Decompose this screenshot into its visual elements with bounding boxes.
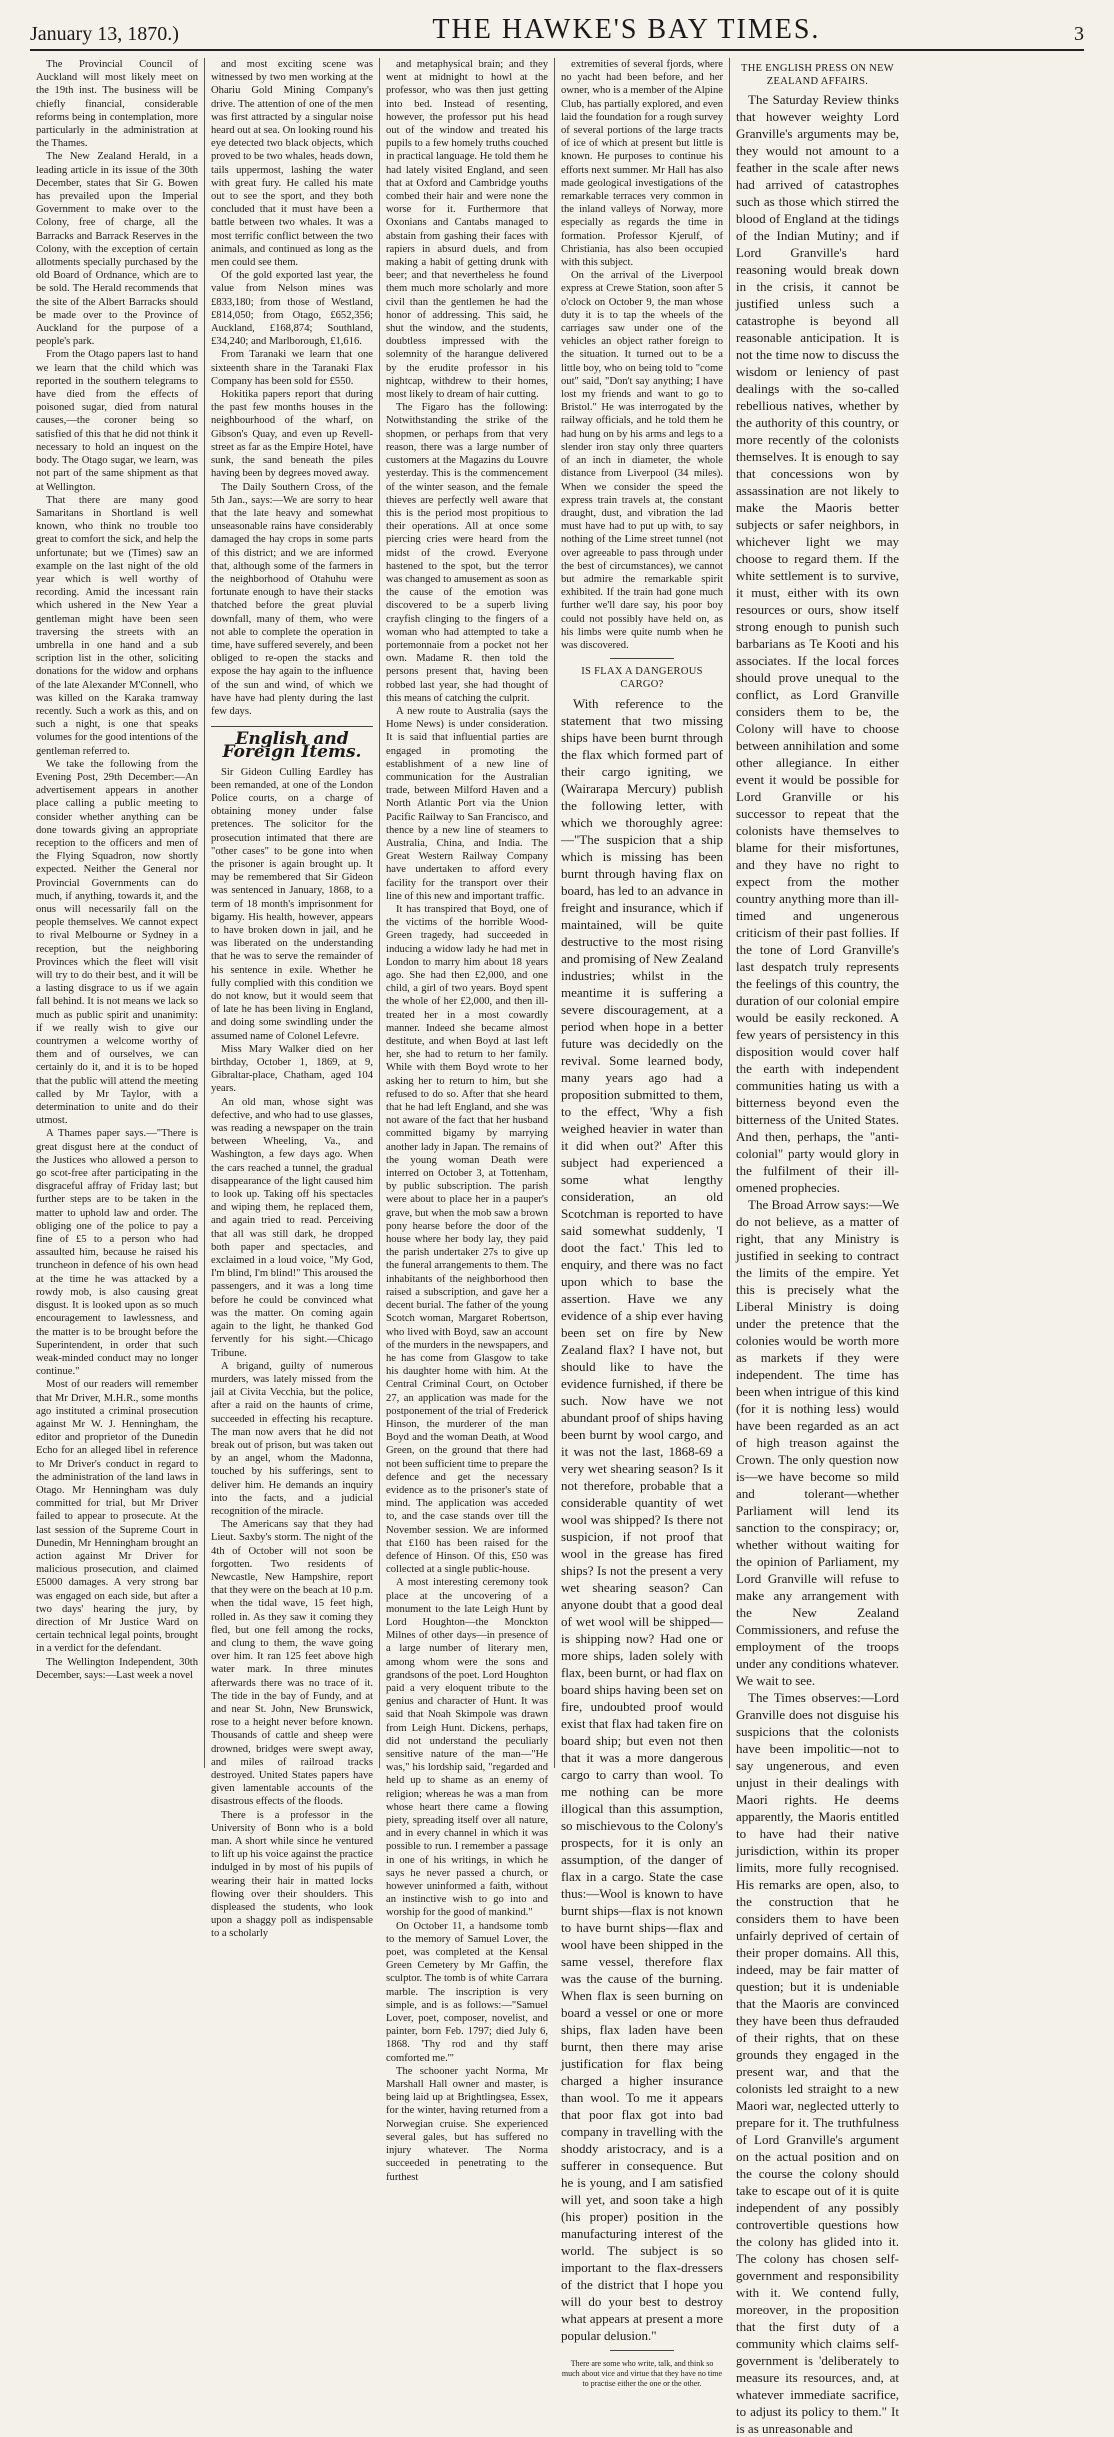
article-paragraph: The Broad Arrow says:—We do not believe, as a matter of right, that any Ministry is justified in seeking to contract the limits of the empire. Yet this is precisely what the Liberal Ministry is doing under the pretence that the colonies would be worth more as markets if they were independent. The time has been when intrigue of this kind (for it is nothing less) would have been regarded as an act of high treason against the Crown. The only question now is—we have become so mild and tolerant—whether Parliament will lend its sanction to the conspiracy; or, whether without waiting for the opinion of Parliament, my Lord Granville will refuse to make any arrangement with the New Zealand Commissioners, and refuse the employment of the troops under any conditions whatever. We wait to see. — [736, 1197, 899, 1689]
article-paragraph: We take the following from the Evening Post, 29th December:—An advertisement appears in another place calling a public meeting to consider whether anything can be done towards giving an appropriate reception to the officers and men of the Flying Squadron, now shortly expected. Neither the General nor Provincial Governments can do much, if anything, towards it, and the onus will necessarily fall on the people themselves. We cannot expect to rival Melbourne or Sydney in a reception, but the neighboring Provinces which the fleet will visit will try to do their best, and it will be a lasting disgrace to us if we again fall behind. It is not means we lack so much as public spirit and unanimity: if we really wish to give our countrymen a welcome worthy of them and of ourselves, we can certainly do it, and it is to be hoped that the public will attend the meeting called by Mr Taylor, with a determination to unite and do their utmost. — [36, 758, 198, 1127]
english-press-article — [736, 91, 899, 2437]
article-paragraph: extremities of several fjords, where no yacht had been before, and her owner, who is a member of the Alpine Club, has partially explored, and even laid the foundation for a rough survey of several portions of the large tracts of ice of which at present but little is known. He purposes to continue his efforts next summer. Mr Hall has also made geological investigations of the remarkable terraces very common in the inland valleys of Norway, more especially as regards the time in formation. Professor Kjerulf, of Christiania, has also been occupied with this subject. — [561, 59, 723, 269]
newspaper-title: THE HAWKE'S BAY TIMES. — [432, 14, 821, 45]
article-paragraph: A Thames paper says.—"There is great disgust here at the conduct of the Justices who allowed a person to go scot-free after participating in the disgraceful affray of Friday last; but further steps are to be taken in the matter to uphold law and order. The obliging one of the police to pay a fine of £5 to a person who had assaulted him, because he raised his truncheon in defence of his own head at the time he was attacked by a rowdy mob, is also causing great disgust. It is looked upon as so much encouragement to lawlessness, and the matter is to be brought before the Superintendent, in order that such weak-minded conduct may no longer continue." — [36, 1128, 198, 1378]
article-heading-english-press: THE ENGLISH PRESS ON NEW ZEALAND AFFAIRS. — [740, 63, 895, 88]
article-paragraph: From the Otago papers last to hand we learn that the child which was reported in the southern telegrams to have died from the effects of poisoned sugar, died from natural causes,—the coroner being so satisfied of this that he did not think it necessary to hold an inquest on the body. The Otago sugar, we learn, was not part of the same shipment as that at Wellington. — [36, 349, 198, 493]
article-paragraph: On October 11, a handsome tomb to the memory of Samuel Lover, the poet, was completed at the Kensal Green Cemetery by Mr Gaffin, the sculptor. The tomb is of white Carrara marble. The inscription is very simple, and is as follows:—"Samuel Lover, poet, composer, novelist, and painter, born Feb. 1797; died July 6, 1868. 'Thy rod and thy staff comforted me.'" — [386, 1920, 548, 2064]
masthead — [30, 12, 1084, 51]
article-paragraph: There is a professor in the University of Bonn who is a bold man. A short while since he ventured to lift up his voice against the practice indulged in by most of his pupils of wearing their hair in matted locks flowing over their shoulders. This displeased the students, who look upon a shaggy poll as indispensable to a scholarly — [211, 1809, 373, 1940]
column-1 — [30, 58, 205, 1768]
article-paragraph: Sir Gideon Culling Eardley has been remanded, at one of the London Police courts, on a charge of obtaining money under false pretences. The solicitor for the prosecution intimated that there are "other cases" to be gone into when the prisoner is again brought up. It may be remembered that Sir Gideon was sentenced in January, 1868, to a term of 18 month's imprisonment for bigamy. His health, however, appears to have broken down in jail, and he was liberated on the understanding that he was to serve the remainder of his sentence in exile. Whether he fully complied with this condition we do not know, but it would seem that of late he has been living in England, and doing some swindling under the assumed name of Colonel Lefevre. — [211, 766, 373, 1042]
section-heading-foreign-items: English and Foreign Items. — [211, 726, 373, 759]
issue-date: January 13, 1870.) — [30, 23, 179, 45]
article-paragraph: Miss Mary Walker died on her birthday, October 1, 1869, at 9, Gibraltar-place, Chatham, aged 104 years. — [211, 1043, 373, 1095]
article-paragraph: From Taranaki we learn that one sixteenth share in the Taranaki Flax Company has been sold for £550. — [211, 349, 373, 387]
article-paragraph: The Saturday Review thinks that however weighty Lord Granville's arguments may be, they would not amount to a feather in the scale after news had arrived of catastrophes such as those which stirred the blood of England at the tidings of the Indian Mutiny; and if Lord Granville's hard reasoning would break down in the crisis, it cannot be justified unless such a catastrophe is beyond all reasonable anticipation. It is not the time now to discuss the wisdom or leniency of past dealings with the so-called rebellious natives, whether by the authority of this country, or more recently of the colonists themselves. It is enough to say that concessions won by assassination are not likely to make the Maoris better subjects or safer neighbors, in whichever light we may choose to regard them. If the white settlement is to survive, it must, either with its own resources or ours, show itself strong enough to punish such barbarians as Te Kooti and his associates. If the local forces should prove unequal to the conflict, as Lord Granville considers them to be, the Colony will have to choose between annihilation and some other allegiance. In either event it would be possible for Lord Granville or his successor to repeat that the colonists have themselves to blame for their misfortunes, and they have no right to expect from the mother country anything more than ill-timed and ungenerous criticism of their past follies. If the tone of Lord Granville's last despatch truly represents the feelings of this country, the duration of our colonial empire would be easily reckoned. A few years of persistency in this disposition would cover half the earth with independent communities hating us with a bitterness beyond even the bitterness of the United States. And then, perhaps, the "anti-colonial" party would glory in the fulfilment of their ill-omened prophecies. — [736, 92, 899, 1196]
article-paragraph: The Figaro has the following: Notwithstanding the strike of the shopmen, or perhaps from that very reason, there was a large number of customers at the Magazins du Louvre yesterday. This is the commencement of the winter season, and the female thieves are perfectly well aware that this is the period most propitious to their operations. All at once some piercing cries were heard from the midst of the crowd. Everyone hastened to the spot, but the terror was changed to amusement as soon as the cause of the emotion was discovered to be a superb living crayfish clinging to the fingers of a woman who had attempted to take a portemonnaie from a pocket not her own. Madame R. then told the persons present that, having been robbed last year, she had thought of this means of catching the culprit. — [386, 402, 548, 704]
article-paragraph: Of the gold exported last year, the value from Nelson mines was £833,180; from those of Westland, £814,050; from Otago, £652,356; Auckland, £168,874; Southland, £34,240; and Marlborough, £1,616. — [211, 270, 373, 348]
columns — [30, 58, 1084, 2437]
article-paragraph: It has transpired that Boyd, one of the victims of the horrible Wood-Green tragedy, had succeeded in inducing a widow lady he had met in London to marry him about 18 years ago. She had then £2,000, and one child, a girl of two years. Boyd spent the whole of her £2,000, and then ill-treated her in a most cowardly manner. Indeed she became almost destitute, and when Boyd at last left her, she had to return to her family. While with them Boyd wrote to her asking her to return to him, but she refused to do so. After that she heard that he had left England, and she was not aware of the fact that her husband committed bigamy by marrying another lady in Japan. The remains of the young woman Death were interred on October 3, at Tottenham, by public subscription. The parish were about to place her in a pauper's grave, but when the mob saw a brown pony hearse before the door of the house where her body lay, they paid the parish undertaker 27s to give up the funeral arrangements to them. The inhabitants of the neighborhood then raised a subscription, and gave her a decent burial. The father of the young Scotch woman, Margaret Robertson, who lived with Boyd, saw an account of the murders in the newspapers, and he has come from Glasgow to take his daughter home with him. At the Central Criminal Court, on October 27, an application was made for the postponement of the trial of Frederick Hinson, the murderer of the man Boyd and the woman Death, at Wood Green, on the ground that there had not been sufficient time to prepare the defence and get the necessary evidence as to the prisoner's state of mind. The application was acceded to, and the case stands over till the November session. We are informed that £160 has been raised for the defence of Hinson. Of this, £50 was collected at a single public-house. — [386, 904, 548, 1576]
column-4 — [555, 58, 730, 2388]
article-paragraph: The Provincial Council of Auckland will most likely meet on the 19th inst. The business will be chiefly financial, considerable reforms being in contemplation, more particularly in the administration at the Thames. — [36, 59, 198, 150]
article-paragraph: and metaphysical brain; and they went at midnight to howl at the professor, who was then just getting into bed. Instead of resenting, however, the professor put his head out of the window and treated his pupils to a few homely truths couched in practical language. He told them he had lately visited England, and seen that at Oxford and Cambridge youths combed their hair and were none the worse for it. Furthermore that Oxonians and Cantabs managed to abstain from gashing their faces with rapiers in absurd duels, and from making a habit of getting drunk with beer; and that nevertheless he found them much more scholarly and more civil than the gentlemen he had the honor of addressing. This said, he shut the window, and the students, doubtless impressed with the solemnity of the harangue delivered by the erudite professor in his nightcap, withdrew to their homes, most likely to dream of hair cutting. — [386, 59, 548, 401]
flax-article — [561, 695, 723, 2344]
article-paragraph: With reference to the statement that two missing ships have been burnt through the flax which formed part of their cargo igniting, we (Wairarapa Mercury) publish the following letter, with which we thoroughly agree:—"The suspicion that a ship which is missing has been burnt through having flax on board, has led to an advance in freight and insurance, which if maintained, will be quite destructive to the most rising and promising of New Zealand industries; whilst in the meantime it is suffering a severe discouragement, at a period when hope in a better future was decidedly on the revival. Some learned body, many years ago had a proposition submitted to them, to the effect, 'Why a fish weighed heavier in water than it did when out?' After this subject had experienced a some what lengthy consideration, an old Scotchman is reported to have said somewhat suddenly, 'I doot the fact.' This led to enquiry, and there was no fact upon which to base the assertion. Have we any evidence of a ship ever having been set on fire by New Zealand flax? I have not, but should like to have the evidence furnished, if there be such. Now have we not abundant proof of ships having been burnt by wool cargo, and it was not the last, 1868-69 a very wet shearing season? Is it not therefore, probable that a considerable quantity of wet wool was shipped? Is there not suspicion, if not proof that wool in the grease has fired ships? Is not the present a very wet shearing season? Can anyone doubt that a good deal of wet wool will be shipped—is shipping now? Had one or more ships, laden solely with flax, been burnt, or had flax on board ships having been set on fire, undoubted proof would exist that flax had taken fire on board ship; but even not then that it was a more dangerous cargo to carry than wool. To me nothing can be more illogical than this assumption, so mischievous to the Colony's prospects, for it is only an assumption, of the danger of flax in a cargo. State the case thus:—Wool is known to have burnt ships—flax is not known to have burnt ships—flax and wool have been shipped in the same vessel, therefore flax was the cause of the burning. When flax is seen burning on board a vessel or one or more ships, flax laden have been burnt, then there may arise justification for flax being charged a higher insurance than wool. To me it appears that poor flax got into bad company in travelling with the shoddy aristocracy, and is a sufferer in consequence. But he is young, and I am satisfied will yet, and soon take a high (his proper) position in the manufacturing interest of the world. The subject is so important to the flax-dressers of the district that I hope you will do your best to destroy what appears at present a more popular delusion." — [561, 695, 723, 2343]
article-divider — [610, 658, 675, 659]
article-paragraph: A most interesting ceremony took place at the uncovering of a monument to the late Leigh Hunt by Lord Houghton—the Monckton Milnes of other days—in presence of a large number of literary men, among whom were the sons and grandsons of the poet. Lord Houghton paid a very eloquent tribute to the genius and character of Hunt. It was said that Noah Skimpole was drawn from Leigh Hunt. Dickens, perhaps, did not understand the peculiarly sensitive nature of the man—"He was," his lordship said, "regarded and held up to shame as an enemy of religion; whereas he was a man from whose heart there came a flowing piety, spreading itself over all nature, and in every channel in which it was possible to run. I remember a passage in one of his writings, in which he says he never passed a church, or however uninformed a faith, without an instinctive wish to go into and worship for the good of mankind." — [386, 1577, 548, 1919]
article-divider — [610, 2350, 675, 2351]
article-paragraph: On the arrival of the Liverpool express at Crewe Station, soon after 5 o'clock on October 9, the man whose duty it is to tap the wheels of the carriages saw under one of the vehicles an object rather foreign to the situation. It turned out to be a little boy, who on being told to "come out" said, "Don't say anything; I have lost my friends and want to go to Bristol." He was interrogated by the railway officials, and he told them he had hung on by his arms and legs to a slender iron stay only three quarters of an inch in diameter, the whole distance from Liverpool (34 miles). When we consider the speed the express train travels at, the constant draught, dust, and vibration the lad must have had to put up with, to say nothing of the Lime street tunnel (not over agreeable to pass through under the best of circumstances), we cannot but admire the remarkable spirit exhibited. If the train had gone much further we'll dare say, his poor boy could not possibly have held on, as his limbs were quite numb when he was discovered. — [561, 270, 723, 651]
footer-note: There are some who write, talk, and think so much about vice and virtue that they have no time to practise either the one or the other. — [561, 2358, 723, 2388]
article-paragraph: The Wellington Independent, 30th December, says:—Last week a novel — [36, 1656, 198, 1681]
page-number: 3 — [1073, 23, 1084, 45]
column-5 — [730, 58, 905, 2437]
article-paragraph: and most exciting scene was witnessed by two men working at the Ohariu Gold Mining Company's drive. The attention of one of the men was first attracted by a singular noise heard out at sea. On looking round his eye detected two black objects, which proved to be two whales, heads down, tails uppermost, lashing the water with great fury. He called his mate out to see the sport, and they both concluded that it must have been a battle between two whales. It was a most terrific conflict between the two animals, and continued as long as the men could see them. — [211, 59, 373, 269]
article-paragraph: The Daily Southern Cross, of the 5th Jan., says:—We are sorry to hear that the late heavy and somewhat unseasonable rains have considerably damaged the hay crops in some parts of this district; and we are informed that, although some of the farmers in the neighborhood of Otahuhu were fortunate enough to have their stacks thatched before the great pluvial downfall, many of them, who were not able to complete the operation in time, have suffered severely, and been obliged to re-open the stacks and expose the hay again to the influence of the sun and wind, of which we have have had plenty during the last few days. — [211, 481, 373, 717]
article-paragraph: Most of our readers will remember that Mr Driver, M.H.R., some months ago instituted a criminal prosecution against Mr W. J. Henningham, the editor and proprietor of the Dunedin Echo for an alleged libel in reference to Mr Driver's conduct in regard to the administration of the land laws in Otago. Mr Henningham was duly committed for trial, but Mr Driver failed to appear to prosecute. At the last session of the Supreme Court in Dunedin, Mr Henningham brought an action against Mr Driver for malicious prosecution, and claimed £5000 damages. A very strong bar was engaged on each side, but after a two days' hearing the jury, by direction of Mr Justice Ward on certain technical legal points, brought in a verdict for the defendant. — [36, 1379, 198, 1655]
column-2 — [205, 58, 380, 1940]
column-3 — [380, 58, 555, 2183]
article-paragraph: The schooner yacht Norma, Mr Marshall Hall owner and master, is being laid up at Brightlingsea, Essex, for the winter, having returned from a Norwegian cruise. She experienced several gales, but has suffered no injury whatever. The Norma succeeded in penetrating to the furthest — [386, 2065, 548, 2183]
article-paragraph: A new route to Australia (says the Home News) is under consideration. It is said that influential parties are engaged in promoting the establishment of a new line of communication for the Australian trade, between Milford Haven and a North Atlantic Port via the Union Pacific Railway to San Francisco, and thence by a new line of steamers to Australia, China, and India. The Great Western Railway Company have undertaken to afford every facility for the transport over their line of this new and important traffic. — [386, 705, 548, 902]
article-paragraph: A brigand, guilty of numerous murders, was lately missed from the jail at Civita Vecchia, but the police, after a raid on the haunts of crime, succeeded in effecting his recapture. The man now avers that he did not break out of prison, but was taken out by an angel, whom the Madonna, touched by his sufferings, sent to deliver him. He demands an inquiry into the facts, and a judicial recognition of the miracle. — [211, 1360, 373, 1517]
article-heading-flax: IS FLAX A DANGEROUS CARGO? — [581, 666, 703, 691]
article-paragraph: Hokitika papers report that during the past few months houses in the neighbourhood of the wharf, on Gibson's Quay, and even up Revell-street as far as the Empire Hotel, have sunk, the sand beneath the piles having been by degrees moved away. — [211, 389, 373, 480]
article-paragraph: The Americans say that they had Lieut. Saxby's storm. The night of the 4th of October will not soon be forgotten. Two residents of Newcastle, New Hampshire, report that they were on the beach at 10 p.m. when the tidal wave, 15 feet high, rolled in. As they saw it coming they fled, but one fell among the rocks, and clung to them, the wave going over him. It ran 125 feet above high water mark. In three minutes afterwards there was no trace of it. The tide in the bay of Fundy, and at and near St. John, New Brunswick, rose to a height never before known. Thousands of cattle and sheep were drowned, bridges were swept away, and miles of railroad tracks destroyed. United States papers have given lamentable accounts of the disastrous effects of the floods. — [211, 1519, 373, 1808]
article-paragraph: An old man, whose sight was defective, and who had to use glasses, was reading a newspaper on the train between Wheeling, Va., and Washington, a few days ago. When the cars reached a tunnel, the gradual disappearance of the light caused him to look up. Taking off his spectacles and wiping them, he replaced them, and again tried to read. Perceiving that all was still dark, he dropped both paper and spectacles, and exclaimed in a loud voice, "My God, I'm blind, I'm blind!" This aroused the passengers, and it was a long time before he could be convinced what was the matter. On coming again again to the light, he thanked God fervently for his sight.—Chicago Tribune. — [211, 1096, 373, 1359]
article-paragraph: The New Zealand Herald, in a leading article in its issue of the 30th December, states that Sir G. Bowen has prevailed upon the Imperial Government to make over to the Colony, free of charge, all the Barracks and Barrack Reserves in the Colony, with the exception of certain allotments specially purchased by the old Board of Ordnance, which are to be sold. The Herald recommends that the site of the Albert Barracks should be made over to the Province of Auckland for the purpose of a people's park. — [36, 151, 198, 348]
article-paragraph: The Times observes:—Lord Granville does not disguise his suspicions that the colonists have been impolitic—not to say ungenerous, and even unjust in their dealings with Maori rights. He deems apparently, the Maoris entitled to have had their native jurisdiction, within its proper limits, more fully recognised. His remarks are open, also, to the construction that he considers them to have been unfairly deprived of certain of their proper domains. All this, indeed, may be fair matter of question; but it is undeniable that the Maoris are convinced they have been thus defrauded of their rights, that on these grounds they engaged in the present war, and that the colonists led straight to a new Maori war, neglected utterly to prepare for it. The truthfulness of Lord Granville's argument on the actual position and on the course the colony should take to escape out of it is quite independent of any possibly controvertible questions how the colony has glided into it. The colony has chosen self-government and responsibility with it. We contend fully, moreover, in the proposition that the first duty of a community which claims self-government is 'deliberately to measure its resources, and, at whatever immediate sacrifice, to adjust its policy to them." It is as unreasonable and — [736, 1690, 899, 2437]
article-paragraph: That there are many good Samaritans in Shortland is well known, who think no trouble too great to comfort the sick, and help the unfortunate; but we (Times) saw an example on the last night of the old year which is well worthy of recording. Amid the incessant rain which ushered in the New Year a gentleman might have been seen traversing the streets with an umbrella in one hand and a sub scription list in the other, soliciting donations for the widow and orphans of the late Alexander M'Connell, who was killed on the Karaka tramway recently. Such a work as this, and on such a night, is one that speaks volumes for the good intentions of the gentleman referred to. — [36, 494, 198, 757]
